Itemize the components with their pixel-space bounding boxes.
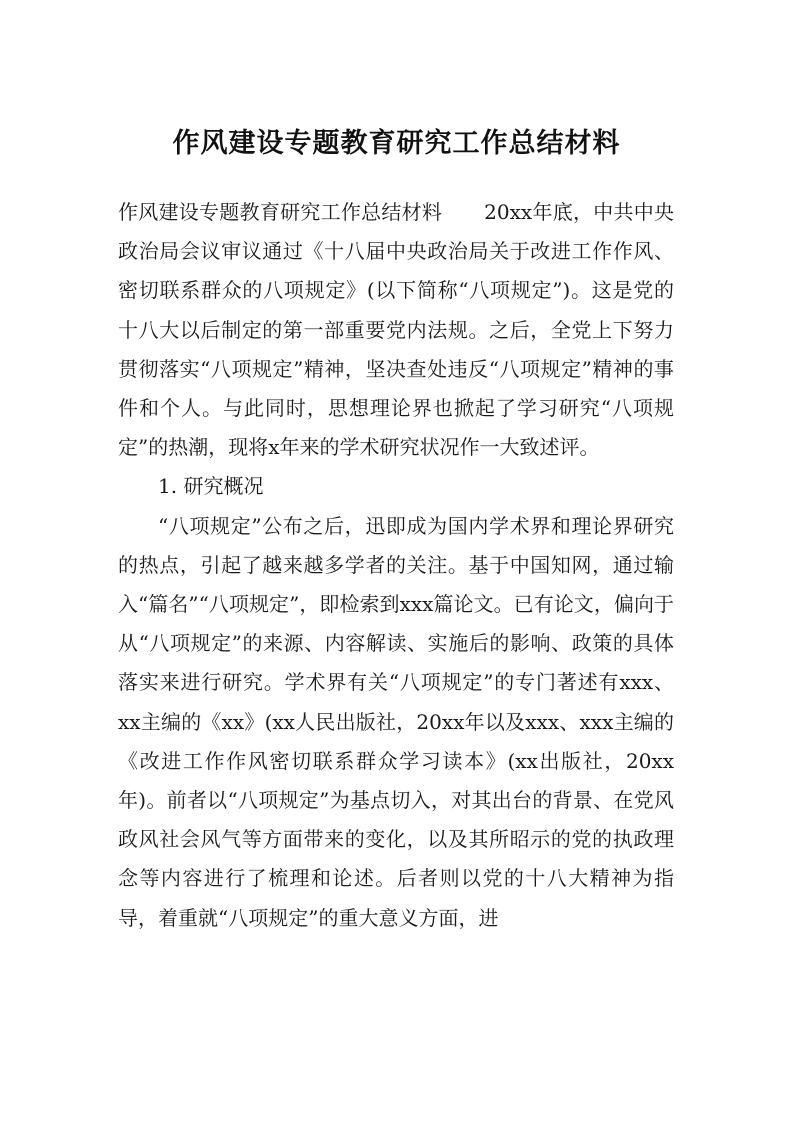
- paragraph-research-overview: “八项规定”公布之后，迅即成为国内学术界和理论界研究的热点，引起了越来越多学者的关注。基于中国知网，通过输入“篇名”“八项规定”，即检索到xxx篇论文。已有论文，偏向于从“八项规定”的来源、内容解读、实施后的影响、政策的具体落实来进行研究。学术界有关“八项规定”的专门著述有xxx、xx主编的《xx》(xx人民出版社，20xx年以及xxx、xxx主编的《改进工作作风密切联系群众学习读本》(xx出版社，20xx年)。前者以“八项规定”为基点切入，对其出台的背景、在党风政风社会风气等方面带来的变化，以及其所昭示的党的执政理念等内容进行了梳理和论述。后者则以党的十八大精神为指导，着重就“八项规定”的重大意义方面，进: [118, 513, 674, 930]
- paragraph-intro-text: 20xx年底，中共中央政治局会议审议通过《十八届中央政治局关于改进工作作风、密切联系群众的八项规定》(以下简称“八项规定”)。这是党的十八大以后制定的第一部重要党内法规。之后，全党上下努力贯彻落实“八项规定”精神，坚决查处违反“八项规定”精神的事件和个人。与此同时，思想理论界也掀起了学习研究“八项规定”的热潮，现将x年来的学术研究状况作一大致述评。: [118, 200, 675, 460]
- paragraph-intro-lead: 作风建设专题教育研究工作总结材料: [118, 200, 443, 224]
- document-body: [118, 193, 674, 938]
- document-title: 作风建设专题教育研究工作总结材料: [172, 128, 621, 159]
- section-heading-research-overview: 1. 研究概况: [158, 474, 264, 499]
- paragraph-intro: [118, 193, 674, 467]
